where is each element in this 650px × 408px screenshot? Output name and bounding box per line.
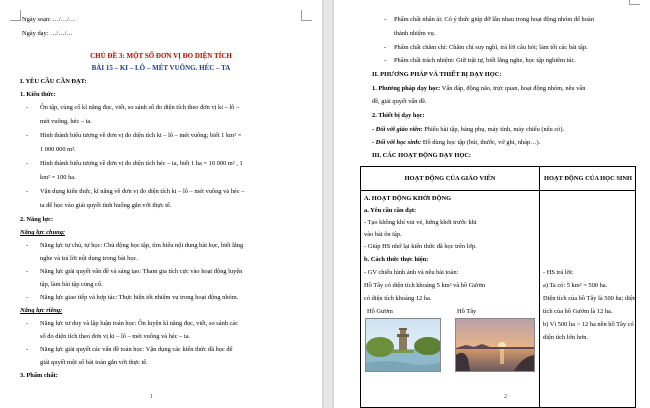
sunset-illustration: [456, 319, 534, 371]
list-item-line: Năng lực tự chủ, tự học: Chủ động học tập, tìm hiểu nội dung bài học, biết lắng: [40, 242, 244, 249]
list-item-line: giải quyết một số bài toán gắn với thực tế.: [40, 359, 148, 366]
student-label: - Đối với học sinh:: [372, 139, 422, 146]
date-taught: Ngày dạy: …/…/…: [22, 30, 73, 37]
method-line: có diện tích khoảng 12 ha.: [364, 295, 432, 302]
header-divider: [361, 190, 635, 191]
methods-label: 1. Phương pháp dạy học:: [372, 85, 441, 92]
document-page-1: [0, 0, 322, 408]
photo-caption: Hồ Gươm: [367, 308, 393, 315]
lesson-title: BÀI 15 – KI – LÔ – MÉT VUÔNG. HÉC – TA: [91, 64, 231, 72]
list-item-line: mét vuông, héc – ta.: [40, 118, 92, 125]
student-answer-line: diện tích lớn hơn.: [543, 334, 589, 341]
list-item-line: Ôn tập, củng cố kĩ năng đọc, viết, so sánh số đo diện tích theo đơn vị ki – lô –: [40, 104, 240, 111]
teacher-equipment-line: [372, 126, 564, 134]
list-item-line: số đo diện tích theo đơn vị ki – lô – mét vuông và héc – ta.: [40, 333, 191, 340]
list-item-line: km² = 100 ha.: [40, 174, 76, 181]
teacher-text: Phiếu bài tập, bảng phụ, máy tính, máy chiếu (nếu có).: [422, 126, 565, 133]
activity-title: A. HOẠT ĐỘNG KHỞI ĐỘNG: [364, 195, 452, 202]
list-item-line: Năng lực giải quyết các vấn đề toán học: Vận dụng các kiến thức đã học để: [40, 346, 233, 353]
list-item-line: 1 000 000 m².: [40, 146, 76, 153]
list-item-line: nghe và trả lời nội dung trong bài học.: [40, 255, 138, 262]
section-heading: III. CÁC HOẠT ĐỘNG DẠY HỌC:: [372, 152, 472, 159]
bullet-dash: -: [26, 294, 29, 301]
topic-title: CHỦ ĐỀ 3: MỘT SỐ ĐƠN VỊ ĐO DIỆN TÍCH: [90, 52, 232, 60]
method-line: Hồ Tây có diện tích khoảng 5 km² và hồ Gươm: [364, 282, 486, 289]
lake-illustration: [366, 319, 440, 371]
bullet-dash: -: [26, 104, 29, 111]
list-item-line: Năng lực tư duy và lập luận toán học: Ôn luyện kĩ năng đọc, viết, so sánh các: [40, 320, 239, 327]
subsection-heading: Năng lực chung:: [20, 229, 66, 236]
bullet-dash: -: [26, 242, 29, 249]
bullet-dash: -: [384, 57, 387, 64]
section-heading: I. YÊU CẦU CẦN ĐẠT:: [20, 78, 87, 85]
list-item-line: ta để học vào giải quyết tình huống gắn với thực tế.: [40, 202, 172, 209]
student-answer-line: Diện tích của hồ Tây là 500 ha; diện: [543, 295, 636, 302]
document-page-2: [334, 0, 650, 408]
page-number: 1: [150, 394, 153, 400]
section-heading: II. PHƯƠNG PHÁP VÀ THIẾT BỊ DẠY HỌC:: [372, 71, 502, 78]
goal-line: vào bài ôn tập.: [364, 231, 402, 238]
subsection-heading: 1. Kiến thức:: [20, 91, 56, 98]
bullet-dash: -: [26, 188, 29, 195]
goal-heading: a. Yêu cầu cần đạt:: [364, 207, 417, 214]
goal-line: - Tạo không khí vui vẻ, hứng khởi trước khi: [364, 219, 477, 226]
margin-corner-mark: [629, 0, 640, 5]
method-line: - GV chiếu hình ảnh và nêu bài toán:: [364, 269, 459, 276]
subsection-heading: 3. Phẩm chất:: [20, 372, 58, 379]
list-item-line: Phẩm chất trách nhiệm: Giữ trật tự, biết lắng nghe, học tập nghiêm túc.: [394, 57, 576, 64]
hoan-kiem-lake-photo: [365, 318, 441, 372]
student-equipment-line: [372, 139, 540, 147]
subsection-heading: 2. Năng lực:: [20, 216, 54, 223]
list-item-line: Vận dụng kiến thức, kĩ năng về đơn vị đo diện tích ki – lô – mét vuông và héc –: [40, 188, 245, 195]
list-item-line: Phẩm chất nhân ái: Có ý thức giúp đỡ lẫn nhau trong hoạt động nhóm để hoàn: [394, 16, 594, 23]
bullet-dash: -: [384, 44, 387, 51]
student-answer-line: tích của hồ Gươm là 12 ha.: [543, 308, 613, 315]
column-header-student: HOẠT ĐỘNG CỦA HỌC SINH: [544, 175, 632, 182]
bullet-dash: -: [26, 320, 29, 327]
page-number: 2: [504, 394, 507, 400]
teacher-label: - Đối với giáo viên:: [372, 126, 423, 133]
bullet-dash: -: [26, 268, 29, 275]
bullet-dash: -: [26, 132, 29, 139]
methods-text-cont: đề, giải quyết vấn đề.: [372, 98, 427, 105]
student-answer-line: b) Vì 500 ha > 12 ha nên hồ Tây có: [543, 321, 634, 328]
list-item-line: Hình thành biểu tượng về đơn vị đo diện tích héc – ta, biết 1 ha = 10 000 m² , 1: [40, 160, 243, 167]
list-item-line: Hình thành biểu tượng về đơn vị đo diện tích ki – lô – mét vuông; biết 1 km² =: [40, 132, 242, 139]
list-item-line: Năng lực giao tiếp và hợp tác: Thực hiện tốt nhiệm vụ trong hoạt động nhóm.: [40, 294, 239, 301]
subsection-heading: Năng lực riêng:: [20, 307, 63, 314]
list-item-line: tập, làm bài tập củng cố.: [40, 281, 103, 288]
activities-table: [360, 166, 636, 408]
west-lake-photo: [455, 318, 535, 372]
goal-line: - Giúp HS nhớ lại kiến thức đã học trên lớp.: [364, 243, 477, 250]
subsection-heading: 2. Thiết bị dạy học:: [372, 112, 425, 119]
student-answer-line: a) Ta có: 5 km² = 500 ha.: [543, 282, 608, 289]
method-heading: b. Cách thức thực hiện:: [364, 256, 429, 263]
methods-text: Vấn đáp, động não, trực quan, hoạt động nhóm, nêu vấn: [440, 85, 586, 92]
margin-corner-mark: [301, 10, 312, 21]
column-header-teacher: HOẠT ĐỘNG CỦA GIÁO VIÊN: [404, 175, 496, 182]
margin-corner-mark: [10, 10, 21, 21]
bullet-dash: -: [26, 160, 29, 167]
list-item-line: Phẩm chất chăm chỉ: Chăm chỉ suy nghĩ, trả lời câu hỏi; làm tốt các bài tập.: [394, 44, 588, 51]
methods-line: [372, 85, 585, 93]
list-item-line: thành nhiệm vụ.: [394, 30, 436, 37]
list-item-line: Năng lực giải quyết vấn đề và sáng tạo: Tham gia tích cực vào hoạt động luyện: [40, 268, 243, 275]
photo-caption: Hồ Tây: [457, 308, 477, 315]
column-divider: [539, 167, 540, 407]
bullet-dash: -: [26, 346, 29, 353]
date-prepared: Ngày soạn: …/…/…: [22, 16, 76, 23]
student-answer-line: - HS trả lời:: [543, 269, 574, 276]
bullet-dash: -: [384, 16, 387, 23]
student-text: Đồ dùng học tập (bút, thước, vở ghi, nháp…).: [421, 139, 541, 146]
